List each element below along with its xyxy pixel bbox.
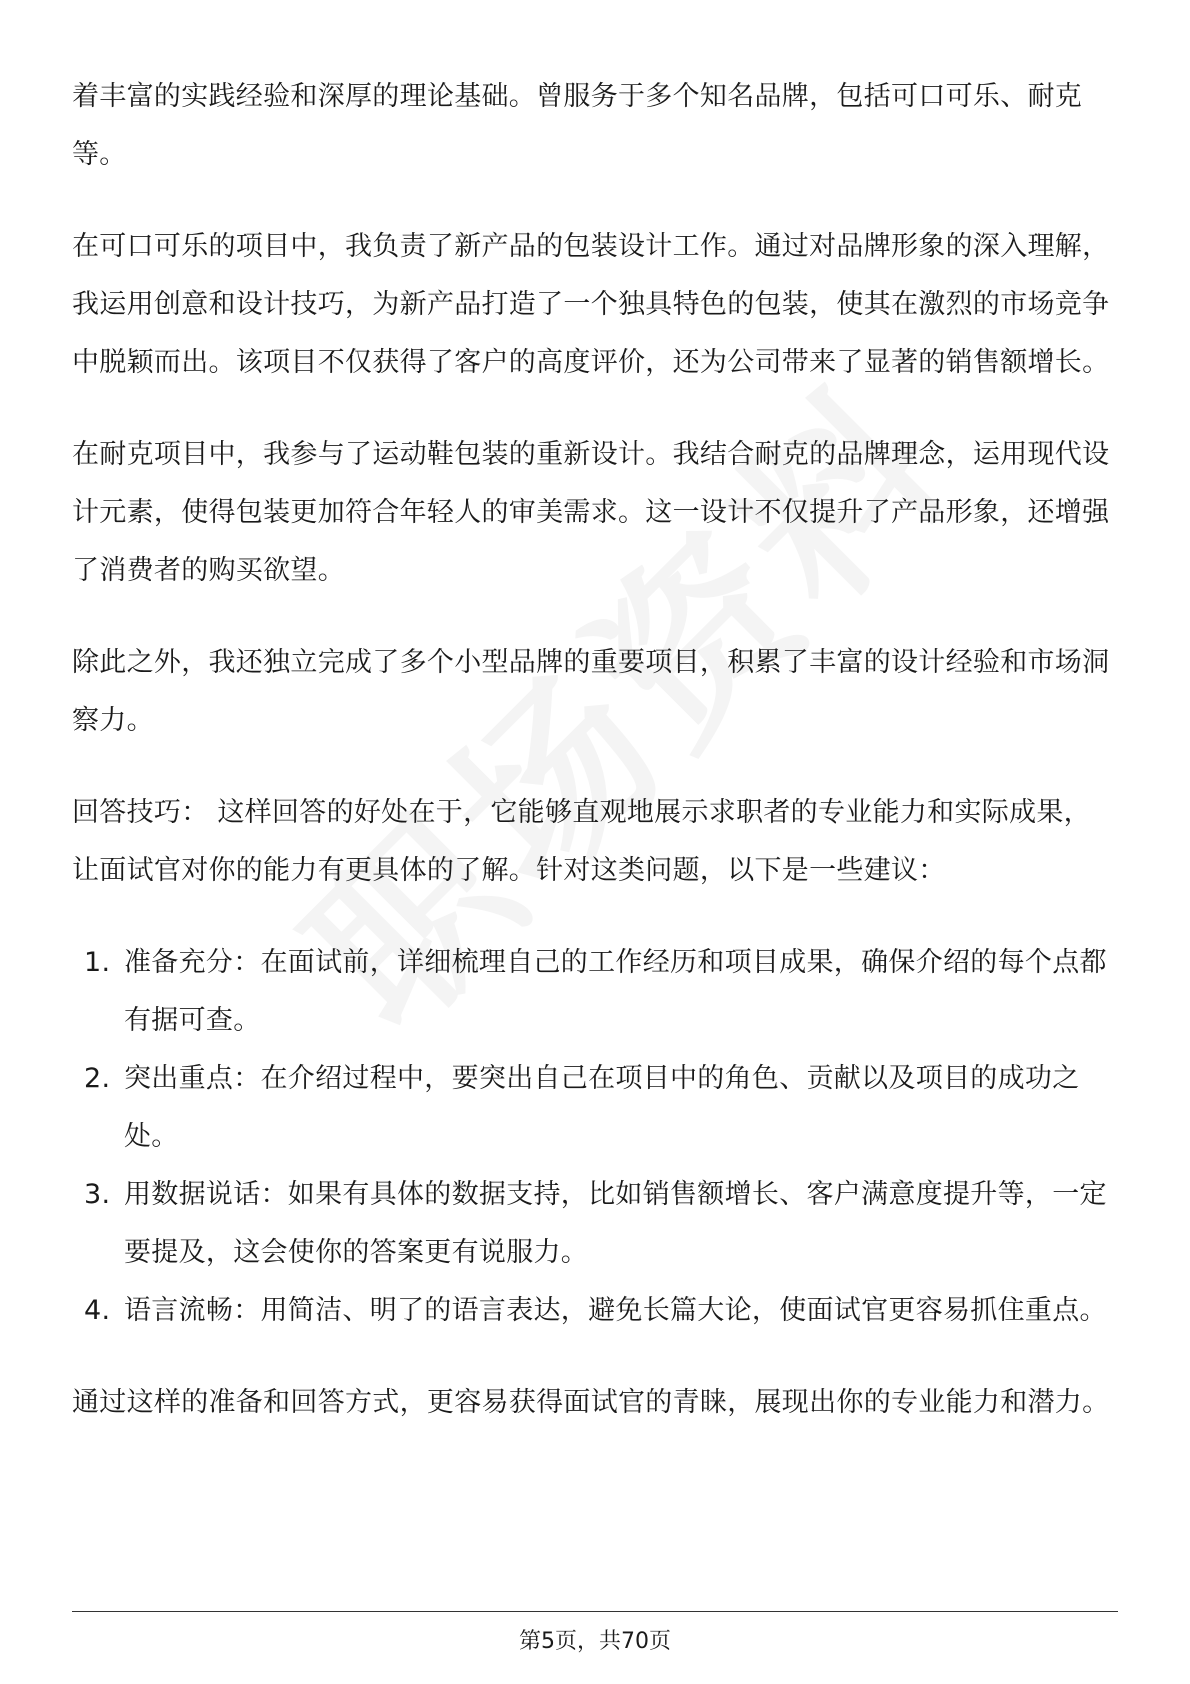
paragraph-intro-continued: 着丰富的实践经验和深厚的理论基础。曾服务于多个知名品牌，包括可口可乐、耐克等。 <box>72 81 1083 170</box>
list-item <box>72 1166 1118 1282</box>
paragraph-cocacola-project: 在可口可乐的项目中，我负责了新产品的包装设计工作。通过对品牌形象的深入理解，我运用创意和设计技巧，为新产品打造了一个独具特色的包装，使其在激烈的市场竞争中脱颖而出。该项目不仅获得了客户的高度评价，还为公司带来了显著的销售额增长。 <box>72 231 1110 378</box>
list-item-number: 3. <box>84 1179 111 1210</box>
list-item-number: 1. <box>84 947 111 978</box>
paragraph-nike-project: 在耐克项目中，我参与了运动鞋包装的重新设计。我结合耐克的品牌理念，运用现代设计元素，使得包装更加符合年轻人的审美需求。这一设计不仅提升了产品形象，还增强了消费者的购买欲望。 <box>72 439 1110 586</box>
tips-list <box>72 934 1118 1340</box>
list-item <box>72 1050 1118 1166</box>
paragraph-closing: 通过这样的准备和回答方式，更容易获得面试官的青睐，展现出你的专业能力和潜力。 <box>72 1387 1110 1418</box>
list-item-number: 2. <box>84 1063 111 1094</box>
page-number: 第5页，共70页 <box>519 1629 671 1654</box>
list-item-number: 4. <box>84 1295 111 1326</box>
list-item-text: 突出重点：在介绍过程中，要突出自己在项目中的角色、贡献以及项目的成功之处。 <box>124 1063 1080 1152</box>
paragraph-other-projects: 除此之外，我还独立完成了多个小型品牌的重要项目，积累了丰富的设计经验和市场洞察力。 <box>72 647 1110 736</box>
page-content <box>72 68 1118 1466</box>
list-item-text: 用数据说话：如果有具体的数据支持，比如销售额增长、客户满意度提升等，一定要提及，这会使你的答案更有说服力。 <box>124 1179 1107 1268</box>
list-item-text: 语言流畅：用简洁、明了的语言表达，避免长篇大论，使面试官更容易抓住重点。 <box>124 1295 1107 1326</box>
footer-divider <box>72 1611 1118 1612</box>
list-item-text: 准备充分：在面试前，详细梳理自己的工作经历和项目成果，确保介绍的每个点都有据可查。 <box>124 947 1107 1036</box>
list-item <box>72 1282 1118 1340</box>
paragraph-answer-tips: 回答技巧： 这样回答的好处在于，它能够直观地展示求职者的专业能力和实际成果，让面试官对你的能力有更具体的了解。针对这类问题，以下是一些建议： <box>72 797 1091 886</box>
list-item <box>72 934 1118 1050</box>
